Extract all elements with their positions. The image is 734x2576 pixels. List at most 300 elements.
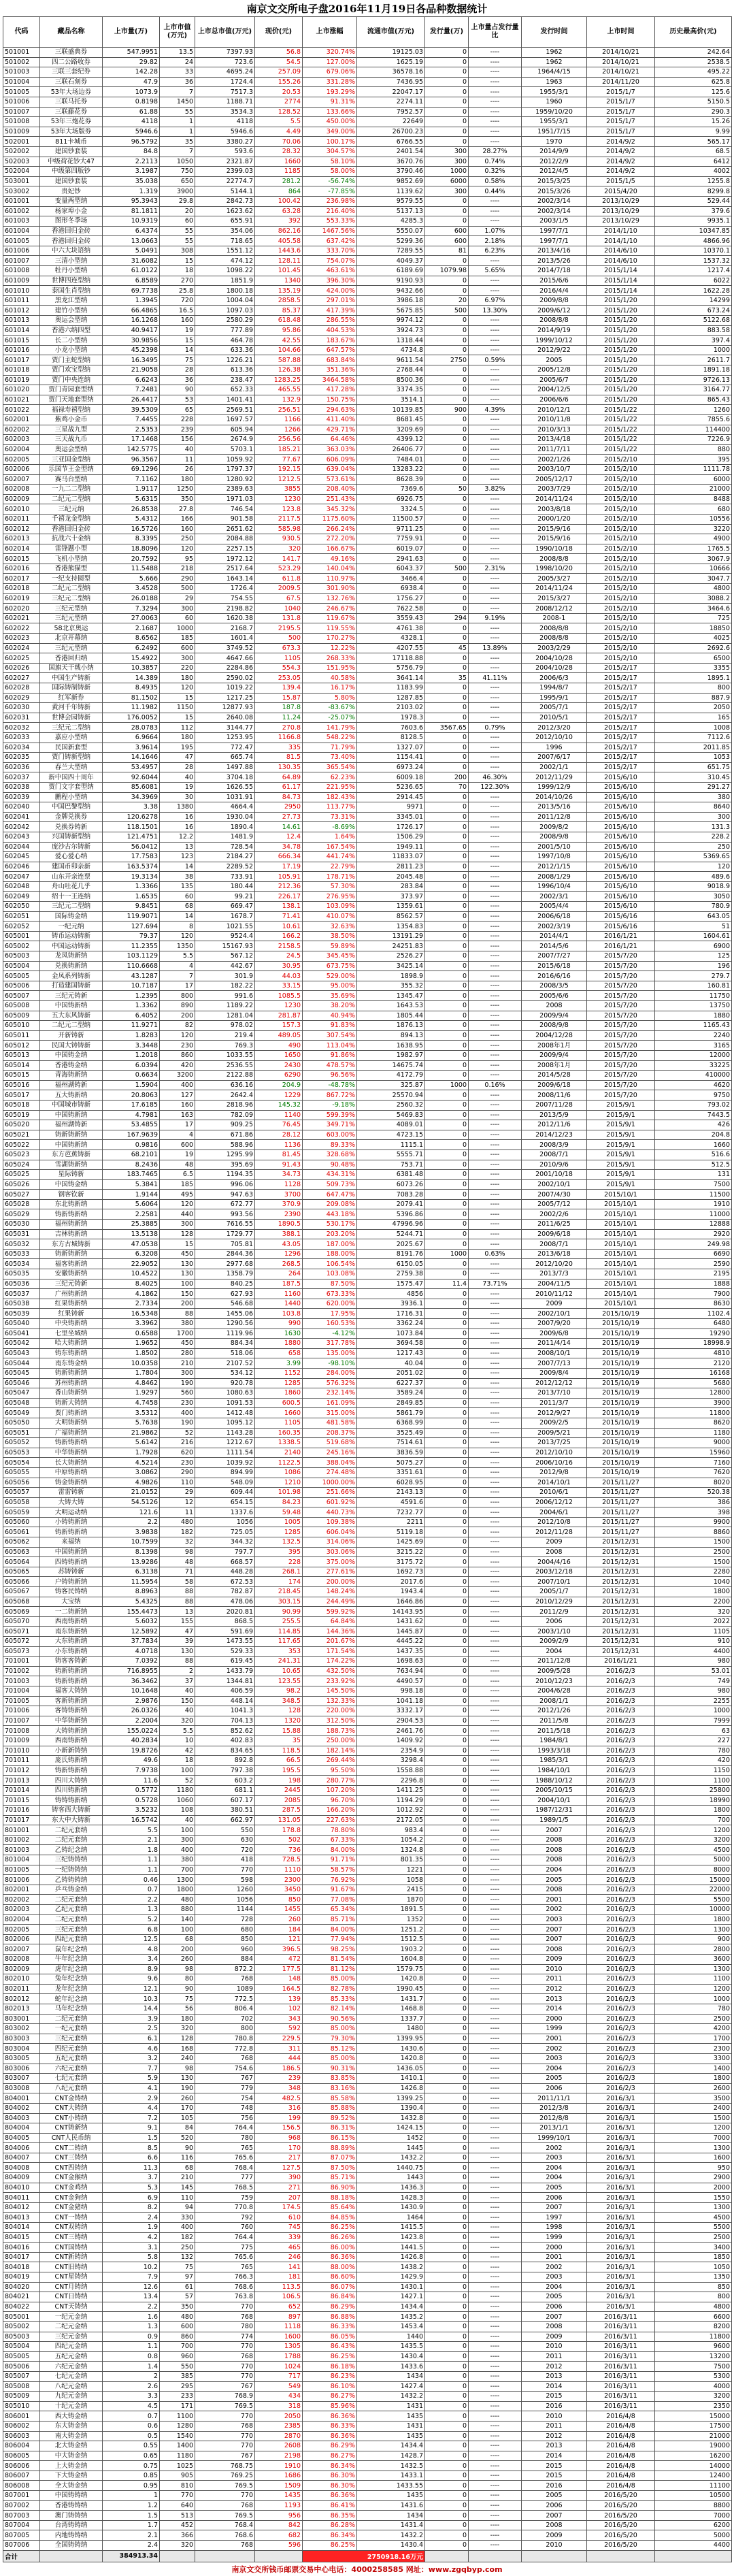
cell-issue-date: 2005/12/17	[522, 474, 587, 485]
cell-listing-gain: 174.22%	[303, 1657, 357, 1667]
col-header-listed-volume[interactable]: 上市量(万)	[103, 17, 160, 48]
cell-listed-ratio: ----	[469, 1358, 522, 1369]
cell-current-price: 141	[255, 2262, 303, 2272]
cell-name: 马年纪念纳	[40, 2004, 103, 2014]
cell-issue-volume: 0	[425, 1140, 469, 1150]
cell-issue-volume: 0	[425, 1706, 469, 1716]
cell-listing-date: 2015/1/20	[587, 336, 655, 346]
cell-circulating-value: 22047.17	[357, 87, 425, 97]
col-header-listing-date[interactable]: 上市时间	[587, 17, 655, 48]
cell-listing-gain: 1000.00%	[303, 1478, 357, 1488]
col-header-historical-high[interactable]: 历史最高价(元)	[655, 17, 732, 48]
cell-listed-ratio: 9.19%	[469, 613, 522, 623]
cell-issue-date: 2009/8/8	[522, 295, 587, 306]
cell-listing-date: 2015/2/10	[587, 643, 655, 653]
cell-name: 铸新铸新纳	[40, 1676, 103, 1686]
cell-listed-ratio: 6.97%	[469, 295, 522, 306]
cell-listed-unit-value: 195	[160, 743, 195, 753]
cell-listed-market-value: 2642.4	[195, 1090, 255, 1100]
cell-listed-market-value: 768.9	[195, 2392, 255, 2402]
cell-listed-unit-value: 19	[160, 1150, 195, 1160]
cell-listed-unit-value: 180	[160, 474, 195, 485]
cell-issue-volume: 0	[425, 1378, 469, 1388]
cell-issue-volume: 0	[425, 2262, 469, 2272]
cell-listed-volume: 1.3945	[103, 295, 160, 306]
cell-listing-gain: 345.45%	[303, 951, 357, 962]
cell-listed-ratio: ----	[469, 2024, 522, 2034]
cell-code: 602014	[3, 544, 40, 554]
cell-historical-high: 4002	[655, 167, 732, 177]
cell-code: 501007	[3, 107, 40, 117]
cell-current-price: 489.05	[255, 1030, 303, 1041]
cell-issue-volume: 0	[425, 554, 469, 564]
cell-listed-market-value: 991.6	[195, 991, 255, 1001]
cell-name: 客新铸新纳	[40, 1696, 103, 1706]
table-row	[3, 1806, 732, 1816]
cell-listed-market-value: 769.25	[195, 2471, 255, 2481]
col-header-listed-unit-value[interactable]: 上市市值(万元)	[160, 17, 195, 48]
cell-current-price: 33.15	[255, 981, 303, 991]
col-header-listed-market-value[interactable]: 上市总市值(万元)	[195, 17, 255, 48]
cell-listed-unit-value: 380	[160, 1855, 195, 1865]
cell-code: 602013	[3, 534, 40, 544]
cell-current-price: 652	[255, 2302, 303, 2312]
cell-code: 804013	[3, 2213, 40, 2223]
col-header-code[interactable]: 代码	[3, 17, 40, 48]
cell-listed-unit-value: 350	[160, 2302, 195, 2312]
cell-historical-high: 15.26	[655, 117, 732, 127]
col-header-issue-volume[interactable]: 发行量(万)	[425, 17, 469, 48]
cell-current-price: 1085.5	[255, 991, 303, 1001]
cell-historical-high: 410000	[655, 1071, 732, 1081]
cell-historical-high: 12800	[655, 1388, 732, 1399]
cell-issue-date: 2015	[522, 2471, 587, 2481]
cell-listed-market-value: 996.06	[195, 1179, 255, 1190]
cell-historical-high: 3164.77	[655, 385, 732, 395]
cell-listed-market-value: 756	[195, 2113, 255, 2123]
cell-listing-date: 2015/1/20	[587, 395, 655, 405]
cell-code: 701015	[3, 1795, 40, 1806]
cell-issue-volume: 0	[425, 1438, 469, 1448]
cell-listed-ratio: ----	[469, 2451, 522, 2461]
cell-current-price: 1435	[255, 2491, 303, 2501]
cell-historical-high: 1111.78	[655, 464, 732, 474]
cell-issue-date: 1999	[522, 2232, 587, 2243]
cell-listed-ratio: ----	[469, 842, 522, 852]
cell-code: 605057	[3, 1488, 40, 1498]
cell-listing-date: 2016/2/3	[587, 1994, 655, 2004]
col-header-name[interactable]: 藏品名称	[40, 17, 103, 48]
cell-circulating-value: 1437.35	[357, 1646, 425, 1657]
cell-issue-date: 2008	[522, 2520, 587, 2530]
cell-issue-volume: 0	[425, 276, 469, 286]
cell-current-price: 1210	[255, 1478, 303, 1488]
cell-listing-date: 2015/10/19	[587, 1319, 655, 1329]
cell-listed-ratio: ----	[469, 1438, 522, 1448]
cell-historical-high: 7443.5	[655, 1110, 732, 1120]
cell-circulating-value: 1978.3	[357, 713, 425, 723]
cell-issue-date: 2001	[522, 2252, 587, 2262]
table-row	[3, 395, 732, 405]
cell-code: 605046	[3, 1378, 40, 1388]
cell-issue-volume: 0	[425, 2362, 469, 2372]
cell-circulating-value: 2401.54	[357, 146, 425, 157]
cell-listed-ratio: ----	[469, 1726, 522, 1736]
table-row	[3, 1994, 732, 2004]
cell-current-price: 1305	[255, 2342, 303, 2352]
cell-issue-volume: 0	[425, 1418, 469, 1428]
cell-listing-date: 2016/3/1	[587, 2232, 655, 2243]
cell-name: CNT四铸纳	[40, 2163, 103, 2173]
cell-listing-date: 2016/2/3	[587, 1925, 655, 1935]
cell-listed-market-value: 775	[195, 2243, 255, 2253]
col-header-issue-date[interactable]: 发行时间	[522, 17, 587, 48]
cell-issue-volume: 0	[425, 2392, 469, 2402]
cell-issue-volume: 0	[425, 1934, 469, 1944]
cell-historical-high: 25800	[655, 1785, 732, 1795]
cell-current-price: 1440	[255, 1299, 303, 1309]
cell-listing-gain: 144.36%	[303, 1627, 357, 1637]
cell-issue-date: 2009	[522, 2332, 587, 2342]
cell-issue-date: 2003	[522, 2272, 587, 2283]
cell-issue-date: 2011/12/8	[522, 812, 587, 822]
cell-issue-date: 2011	[522, 1974, 587, 1985]
cell-listed-volume: 0.65	[103, 2451, 160, 2461]
cell-listed-ratio: ----	[469, 922, 522, 932]
cell-listing-gain: 314.06%	[303, 1537, 357, 1548]
cell-listed-market-value: 1119.96	[195, 1328, 255, 1339]
cell-listing-date: 2016/2/3	[587, 1686, 655, 1696]
cell-listing-date: 2015/10/1	[587, 1190, 655, 1200]
cell-code: 605006	[3, 981, 40, 991]
cell-listing-gain: 84.85%	[303, 2213, 357, 2223]
cell-listed-volume: 20.7592	[103, 554, 160, 564]
cell-listed-market-value: 769.5	[195, 2401, 255, 2411]
table-row	[3, 2064, 732, 2074]
cell-issue-date: 2005/7/1	[522, 703, 587, 713]
table-row	[3, 286, 732, 296]
cell-circulating-value: 1480	[357, 2024, 425, 2034]
cell-code: 601003	[3, 216, 40, 227]
cell-circulating-value: 6189.69	[357, 266, 425, 276]
cell-listing-gain: 1175.60%	[303, 514, 357, 524]
cell-current-price: 1788	[255, 2351, 303, 2362]
cell-listed-ratio: ----	[469, 1368, 522, 1378]
cell-listed-ratio: 2.31%	[469, 564, 522, 574]
cell-listing-gain: 345.32%	[303, 504, 357, 515]
cell-issue-volume: 0	[425, 414, 469, 425]
cell-listed-unit-value: 160	[160, 316, 195, 326]
cell-current-price: 135.19	[255, 286, 303, 296]
cell-listing-date: 2016/2/3	[587, 1865, 655, 1875]
table-row	[3, 2193, 732, 2203]
cell-listing-date: 2015/12/31	[587, 1637, 655, 1647]
cell-name: 虎年纪念纳	[40, 1964, 103, 1974]
cell-current-price: 968	[255, 2133, 303, 2143]
cell-issue-date: 2011/12/8	[522, 1657, 587, 1667]
cell-historical-high: 680	[655, 504, 732, 515]
cell-listing-date: 2015/2/10	[587, 584, 655, 594]
cell-issue-date: 2008	[522, 1855, 587, 1865]
table-row	[3, 872, 732, 882]
cell-listed-market-value: 665.74	[195, 753, 255, 763]
cell-listing-gain: 509.73%	[303, 1179, 357, 1190]
cell-listed-unit-value: 65	[160, 405, 195, 415]
cell-historical-high: 4866.96	[655, 236, 732, 246]
cell-listing-date: 2015/2/10	[587, 613, 655, 623]
cell-listed-ratio: ----	[469, 1587, 522, 1597]
cell-current-price: 339	[255, 2232, 303, 2243]
cell-issue-volume: 0	[425, 663, 469, 673]
cell-listed-ratio: ----	[469, 2371, 522, 2381]
cell-listed-ratio: ----	[469, 1706, 522, 1716]
cell-listed-volume: 25.3885	[103, 1220, 160, 1230]
cell-listed-market-value: 344.32	[195, 1537, 255, 1548]
cell-code: 605011	[3, 1030, 40, 1041]
cell-listed-ratio: 5.65%	[469, 266, 522, 276]
cell-code: 807003	[3, 2511, 40, 2521]
cell-historical-high: 9.99	[655, 127, 732, 137]
cell-circulating-value: 2849.85	[357, 1398, 425, 1408]
cell-listed-market-value: 728	[195, 1914, 255, 1925]
cell-name: 广福铸新纳	[40, 1428, 103, 1438]
cell-listed-volume: 12.5892	[103, 1627, 160, 1637]
cell-listed-unit-value: 400	[160, 1845, 195, 1855]
cell-listing-date: 2015/1/22	[587, 435, 655, 445]
cell-listed-ratio: ----	[469, 1110, 522, 1120]
cell-historical-high: 11800	[655, 2332, 732, 2342]
cell-historical-high: 3200	[655, 2392, 732, 2402]
cell-current-price: 84.73	[255, 792, 303, 802]
cell-listing-gain: 81.54%	[303, 1955, 357, 1965]
table-row	[3, 1011, 732, 1021]
cell-name: 乙铸纪念纳	[40, 1845, 103, 1855]
cell-listed-market-value: 768	[195, 2351, 255, 2362]
cell-historical-high: 10000	[655, 1905, 732, 1915]
cell-issue-volume: 0	[425, 87, 469, 97]
cell-listed-unit-value: 1150	[160, 703, 195, 713]
table-row	[3, 1418, 732, 1428]
cell-listed-market-value: 768	[195, 2312, 255, 2322]
cell-circulating-value: 2211	[357, 1517, 425, 1527]
cell-listing-date: 2015/9/1	[587, 1170, 655, 1180]
cell-listed-unit-value: 513	[160, 2511, 195, 2521]
cell-code: 601019	[3, 375, 40, 385]
cell-listing-gain: 86.29%	[303, 2302, 357, 2312]
cell-listed-unit-value: 320	[160, 2541, 195, 2551]
cell-issue-volume: 0	[425, 1855, 469, 1865]
cell-listed-market-value: 1337.6	[195, 1507, 255, 1518]
cell-historical-high: 980	[655, 1657, 732, 1667]
cell-listed-volume: 8.4025	[103, 1279, 160, 1289]
cell-historical-high: 9900	[655, 1517, 732, 1527]
cell-historical-high: 1180	[655, 1428, 732, 1438]
cell-name: 58北京奥运	[40, 623, 103, 634]
cell-listed-market-value: 770	[195, 2431, 255, 2441]
cell-listed-volume: 36.3462	[103, 1676, 160, 1686]
cell-issue-volume: 0	[425, 97, 469, 107]
cell-code: 602046	[3, 862, 40, 872]
cell-name: CNT金铸纳	[40, 2093, 103, 2104]
cell-listed-volume: 11.1982	[103, 703, 160, 713]
cell-listing-gain: 620.00%	[303, 1299, 357, 1309]
cell-listing-date: 2015/1/14	[587, 266, 655, 276]
cell-current-price: 44.03	[255, 971, 303, 981]
cell-code: 803004	[3, 2044, 40, 2054]
cell-issue-volume: 0	[425, 822, 469, 832]
cell-listed-volume: 96.5792	[103, 137, 160, 147]
cell-issue-date: 2003/10/7	[522, 464, 587, 474]
cell-historical-high: 15960	[655, 1448, 732, 1458]
col-header-listing-gain[interactable]: 上市涨幅	[303, 17, 357, 48]
cell-circulating-value: 1435	[357, 2491, 425, 2501]
cell-circulating-value: 1337.7	[357, 2014, 425, 2024]
cell-issue-volume: 11.4	[425, 1279, 469, 1289]
cell-listing-date: 2015/2/17	[587, 723, 655, 733]
cell-circulating-value: 1073.84	[357, 1328, 425, 1339]
cell-listing-date: 2015/10/19	[587, 1408, 655, 1418]
cell-name: 53年三炮花券	[40, 117, 103, 127]
table-row	[3, 812, 732, 822]
table-row	[3, 1160, 732, 1170]
cell-listed-market-value: 770	[195, 2491, 255, 2501]
cell-listing-gain: 91.67%	[303, 1885, 357, 1895]
cell-code: 701010	[3, 1746, 40, 1756]
cell-name: 铸新铸新纳	[40, 1765, 103, 1776]
cell-issue-date: 2004/12/5	[522, 385, 587, 395]
cell-listed-ratio: ----	[469, 1199, 522, 1209]
cell-listed-market-value: 2640.08	[195, 713, 255, 723]
cell-listing-date: 2015/6/10	[587, 902, 655, 912]
cell-listing-date: 2016/2/3	[587, 1825, 655, 1836]
table-row	[3, 1984, 732, 1994]
table-row	[3, 1309, 732, 1319]
cell-historical-high: 1888	[655, 1279, 732, 1289]
cell-listed-ratio: ----	[469, 623, 522, 634]
cell-issue-volume: 0	[425, 593, 469, 604]
col-header-current-price[interactable]: 现价(元)	[255, 17, 303, 48]
cell-code: 602026	[3, 663, 40, 673]
cell-historical-high: 33225	[655, 1060, 732, 1071]
cell-listed-unit-value: 28	[160, 365, 195, 376]
cell-listed-unit-value: 5.5	[160, 951, 195, 962]
cell-issue-volume: 0	[425, 2421, 469, 2431]
cell-listing-date: 2015/2/10	[587, 464, 655, 474]
cell-historical-high: 900	[655, 1934, 732, 1944]
cell-current-price: 2608	[255, 2441, 303, 2451]
cell-current-price: 117.65	[255, 1637, 303, 1647]
cell-listed-volume: 2.6	[103, 2381, 160, 2392]
cell-listed-ratio: ----	[469, 1865, 522, 1875]
cell-current-price: 717	[255, 2371, 303, 2381]
cell-historical-high: 6000	[655, 474, 732, 485]
cell-code: 605012	[3, 1041, 40, 1051]
cell-circulating-value: 6043.37	[357, 564, 425, 574]
table-row	[3, 2292, 732, 2302]
cell-current-price: 71.41	[255, 911, 303, 922]
cell-listing-gain: -77.85%	[303, 186, 357, 197]
cell-current-price: 264	[255, 1269, 303, 1279]
table-row	[3, 2183, 732, 2193]
cell-listed-unit-value: 55	[160, 226, 195, 236]
cell-listing-date: 2015/7/20	[587, 1001, 655, 1011]
cell-code: 605066	[3, 1577, 40, 1587]
cell-listed-market-value: 1041.3	[195, 1706, 255, 1716]
table-row	[3, 862, 732, 872]
cell-listing-date: 2015/10/19	[587, 1309, 655, 1319]
cell-listed-market-value: 1019.22	[195, 683, 255, 694]
cell-name: 53年大场版券	[40, 127, 103, 137]
cell-listing-date: 2015/10/19	[587, 1388, 655, 1399]
cell-listed-volume: 16.5348	[103, 1309, 160, 1319]
cell-historical-high: 6480	[655, 1319, 732, 1329]
table-row	[3, 951, 732, 962]
cell-current-price: 335	[255, 743, 303, 753]
cell-listing-date: 2015/9/1	[587, 1140, 655, 1150]
cell-name: 十纪元金纳	[40, 2401, 103, 2411]
cell-issue-volume: 0	[425, 703, 469, 713]
cell-listing-gain: 57.30%	[303, 881, 357, 892]
cell-historical-high: 6412	[655, 157, 732, 167]
cell-historical-high: 12888	[655, 1220, 732, 1230]
cell-historical-high: 1910	[655, 1199, 732, 1209]
cell-listed-market-value: 768	[195, 1974, 255, 1985]
cell-listed-unit-value: 132	[160, 2252, 195, 2262]
cell-historical-high: 2000	[655, 2183, 732, 2193]
cell-listed-unit-value: 366	[160, 2530, 195, 2541]
cell-listed-volume: 3.3	[103, 2392, 160, 2402]
cell-listing-gain: 95.50%	[303, 1765, 357, 1776]
cell-issue-volume: 0	[425, 872, 469, 882]
cell-listed-market-value: 654.15	[195, 1497, 255, 1507]
cell-code: 602030	[3, 703, 40, 713]
cell-issue-volume: 0	[425, 2481, 469, 2491]
cell-listed-unit-value: 810	[160, 2481, 195, 2491]
cell-code: 602027	[3, 673, 40, 683]
cell-current-price: 11.24	[255, 713, 303, 723]
cell-circulating-value: 1870	[357, 1895, 425, 1905]
cell-name: 北大铸金纳	[40, 2441, 103, 2451]
cell-listed-unit-value: 640	[160, 2500, 195, 2511]
cell-listed-unit-value: 960	[160, 2351, 195, 2362]
cell-issue-volume: 0	[425, 574, 469, 584]
cell-code: 601022	[3, 405, 40, 415]
cell-listed-market-value: 12877.93	[195, 703, 255, 713]
cell-listed-volume: 47.9	[103, 77, 160, 87]
cell-listed-market-value: 780	[195, 2321, 255, 2332]
cell-historical-high: 3900	[655, 1398, 732, 1408]
cell-issue-date: 2003/1/10	[522, 1627, 587, 1637]
cell-historical-high: 8488	[655, 494, 732, 504]
cell-listed-volume: 0.9816	[103, 1140, 160, 1150]
cell-listed-unit-value: 4	[160, 961, 195, 971]
cell-historical-high: 290.3	[655, 107, 732, 117]
table-row	[3, 1358, 732, 1369]
cell-listed-unit-value: 163	[160, 1110, 195, 1120]
cell-issue-date: 2011	[522, 2421, 587, 2431]
cell-circulating-value: 11500.57	[357, 514, 425, 524]
cell-listed-market-value: 1724.4	[195, 77, 255, 87]
cell-listed-unit-value: 112	[160, 723, 195, 733]
cell-listed-market-value: 720	[195, 1845, 255, 1855]
cell-issue-volume: 0	[425, 57, 469, 67]
col-header-listed-ratio[interactable]: 上市量占发行量比	[469, 17, 522, 48]
cell-code: 805003	[3, 2332, 40, 2342]
cell-listed-volume: 1.1	[103, 1865, 160, 1875]
cell-issue-volume: 0	[425, 444, 469, 455]
col-header-circulating-value[interactable]: 流通市值(万元)	[357, 17, 425, 48]
table-row	[3, 1110, 732, 1120]
